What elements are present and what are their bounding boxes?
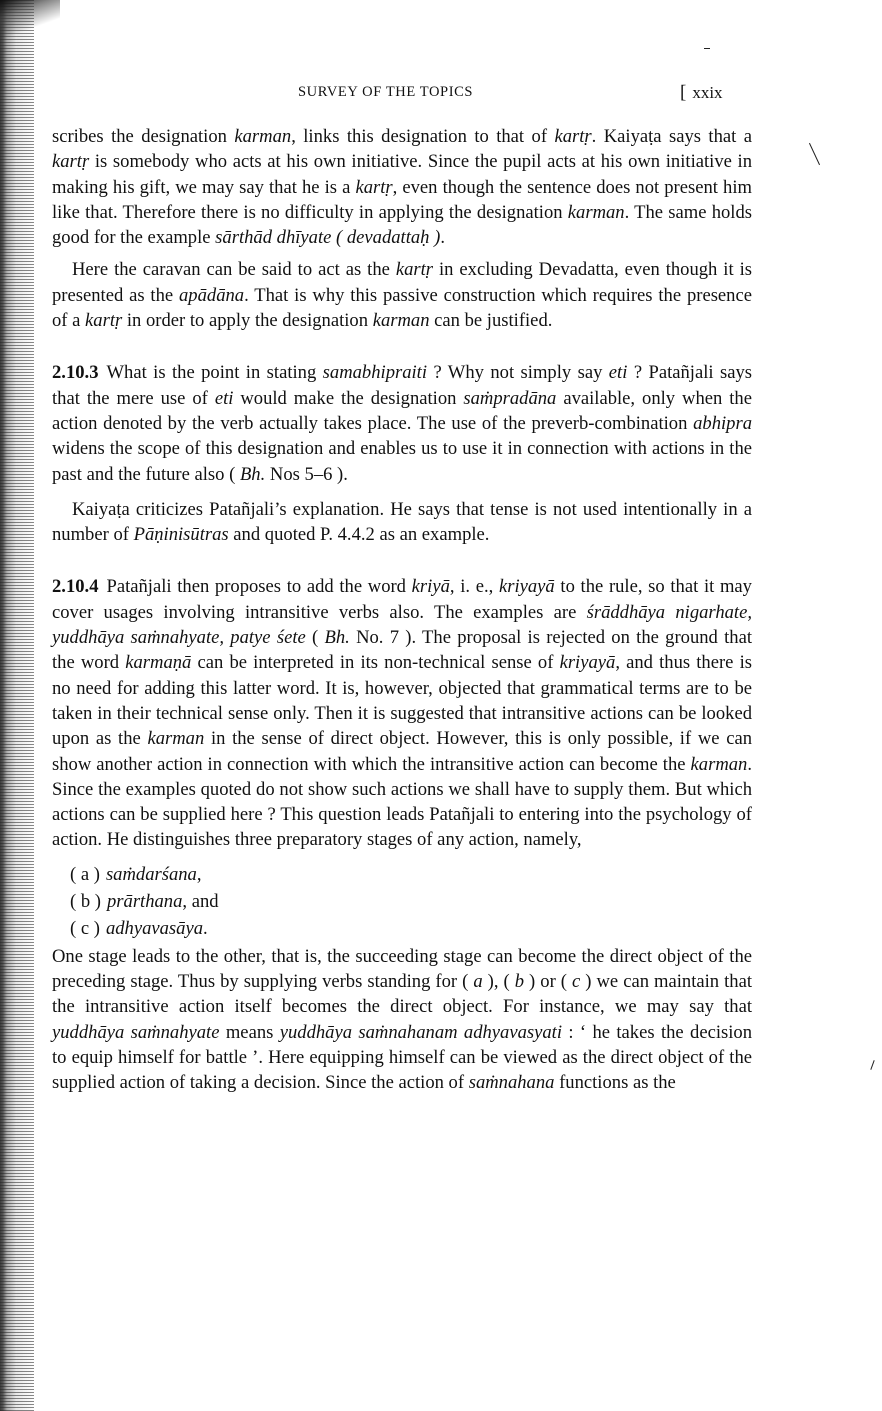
text-run: in order to apply the designation xyxy=(122,310,373,332)
text-run: Here the caravan can be said to act as the xyxy=(72,259,396,281)
text-run: means xyxy=(219,1021,280,1043)
section-2-10-3 xyxy=(52,360,752,486)
text-run: One stage leads to the other, that is, the succeeding stage can become the direct object of the preceding stage. Thus by supplying verbs standing for ( xyxy=(52,945,752,993)
italic-term: kartṛ xyxy=(52,151,90,173)
italic-term: Pāṇinisūtras xyxy=(133,524,229,546)
italic-term: kartṛ xyxy=(355,176,393,198)
text-run: . Since the examples quoted do not show such actions we shall have to supply them. But which actions can be supplied here ? This question leads Patañjali to entering into the psychology of action. He distinguishes three preparatory stages of any action, namely, xyxy=(52,753,752,851)
text-run: widens the scope of this designation and enables us to use it in connection with actions in the past and the future also ( xyxy=(52,438,752,485)
page-body xyxy=(52,124,752,1096)
italic-term: eti xyxy=(214,387,234,409)
text-run: ? Why not simply say xyxy=(427,362,609,384)
text-run: What is the point in stating xyxy=(106,362,323,384)
text-run: : ‘ he takes the decision to equip himself for battle ’. Here equipping himself can be viewed as the direct object of the supplied action of taking a decision. Since the action of xyxy=(52,1021,752,1094)
text-run: , links this designation to that of xyxy=(291,126,555,147)
italic-term: apādāna xyxy=(179,284,245,306)
text-run: ? Patañjali says that the mere use of xyxy=(52,362,752,409)
italic-term: karmaṇā xyxy=(125,652,192,674)
italic-term: a xyxy=(473,971,483,993)
text-run: , and thus there is no need for adding this latter word. It is, however, objected that grammatical terms are to be taken in their technical sense only. Then it is suggested that intransitive actions can be looked upon as the xyxy=(52,652,752,750)
stage-item: ( b ) prārthana, and xyxy=(70,890,219,912)
paragraph-stage-explanation xyxy=(52,944,752,1096)
text-run: ( xyxy=(305,627,325,649)
section-number: 2.10.4 xyxy=(52,576,99,598)
italic-term: Bh. xyxy=(324,627,350,649)
page-number-value: xxix xyxy=(692,83,723,102)
text-run: , even though the sentence does not present him like that. Therefore there is no difficulty in applying the designation xyxy=(52,176,752,223)
text-run: . The same holds good for the example xyxy=(52,201,752,249)
text-run: Nos 5–6 ). xyxy=(265,463,348,485)
text-run: and quoted P. 4.4.2 as an example. xyxy=(228,524,490,546)
text-run: Patañjali then proposes to add the word xyxy=(106,576,412,598)
text-run: . That is why this passive construction which requires the presence of a xyxy=(52,284,752,332)
text-run: can be justified. xyxy=(429,310,553,332)
text-run: . Kaiyaṭa says that a xyxy=(591,126,752,147)
stage-item: ( c ) adhyavasāya. xyxy=(70,917,208,939)
text-run: functions as the xyxy=(554,1072,676,1094)
text-run: , i. e., xyxy=(449,576,499,598)
italic-term: saṁpradāna xyxy=(463,387,557,409)
italic-term: kartṛ xyxy=(85,310,123,332)
italic-term: c xyxy=(572,971,581,993)
italic-term: karman xyxy=(567,201,625,223)
text-run: in the sense of direct object. However, this is only possible, if we can show another action in connection with which the intransitive action can become the xyxy=(52,728,752,775)
italic-term: karman xyxy=(234,126,292,147)
italic-term: karman xyxy=(147,728,205,750)
scan-speck xyxy=(704,48,710,49)
text-run: to the rule, so that it may cover usages involving intransitive verbs also. The examples are xyxy=(52,576,752,623)
italic-term: eti xyxy=(608,362,628,384)
paragraph-continuation xyxy=(52,124,752,250)
preparatory-stages-list xyxy=(70,861,752,942)
text-run: available, only when the action denoted by the verb actually takes place. The use of the preverb-combination xyxy=(52,387,752,434)
italic-term: b xyxy=(514,971,525,993)
italic-term: saṁnahana xyxy=(468,1072,555,1094)
text-run: ), ( xyxy=(482,971,515,993)
italic-term: kriyā xyxy=(411,576,450,598)
text-run: No. 7 ). The proposal is rejected on the ground that the word xyxy=(52,627,752,674)
text-run: is somebody who acts at his own initiative. Since the pupil acts at his own initiative in making his gift, we may say that he is a xyxy=(52,151,752,198)
text-run: ) we can maintain that the intransitive action itself becomes the direct object. For instance, we may say that xyxy=(52,971,752,1018)
italic-term: śrāddhāya nigarhate, yuddhāya saṁnahyate, patye śete xyxy=(52,601,752,649)
italic-term: abhipra xyxy=(693,412,752,434)
italic-term: samabhipraiti xyxy=(322,362,428,384)
text-run: ) or ( xyxy=(524,971,572,993)
text-run: scribes the designation xyxy=(52,126,235,147)
scan-corner-shadow xyxy=(0,0,60,40)
text-run: would make the designation xyxy=(233,387,464,409)
text-run: . xyxy=(440,227,445,249)
italic-term: karman xyxy=(690,753,748,775)
italic-term: yuddhāya saṁnahyate xyxy=(52,1021,220,1043)
paragraph-caravan-example xyxy=(52,257,752,333)
italic-term: sārthād dhīyate ( devadattaḥ ) xyxy=(215,227,441,249)
scan-pen-mark xyxy=(809,143,820,165)
paragraph-kaiyata-criticism xyxy=(52,497,752,548)
running-title: SURVEY OF THE TOPICS xyxy=(298,84,474,100)
scan-pen-mark xyxy=(870,1060,874,1070)
italic-term: kartṛ xyxy=(554,126,592,147)
section-2-10-4 xyxy=(52,574,752,852)
page-number-bracket: [ xyxy=(680,82,687,103)
text-run: Kaiyaṭa criticizes Patañjali’s explanation. He says that tense is not used intentionally in a number of xyxy=(52,498,752,546)
scan-gutter-shadow xyxy=(0,0,34,1411)
section-number: 2.10.3 xyxy=(52,362,99,384)
text-run: can be interpreted in its non-technical sense of xyxy=(191,652,560,674)
italic-term: kriyayā xyxy=(559,652,616,674)
stage-item: ( a ) saṁdarśana, xyxy=(70,863,202,885)
italic-term: kartṛ xyxy=(395,259,434,281)
italic-term: karman xyxy=(372,310,430,332)
text-run: in excluding Devadatta, even though it is presented as the xyxy=(52,259,753,306)
italic-term: yuddhāya saṁnahanam adhyavasyati xyxy=(279,1021,563,1043)
italic-term: Bh. xyxy=(239,463,266,485)
running-head xyxy=(0,84,882,106)
italic-term: kriyayā xyxy=(498,576,555,598)
page-number xyxy=(680,82,723,104)
